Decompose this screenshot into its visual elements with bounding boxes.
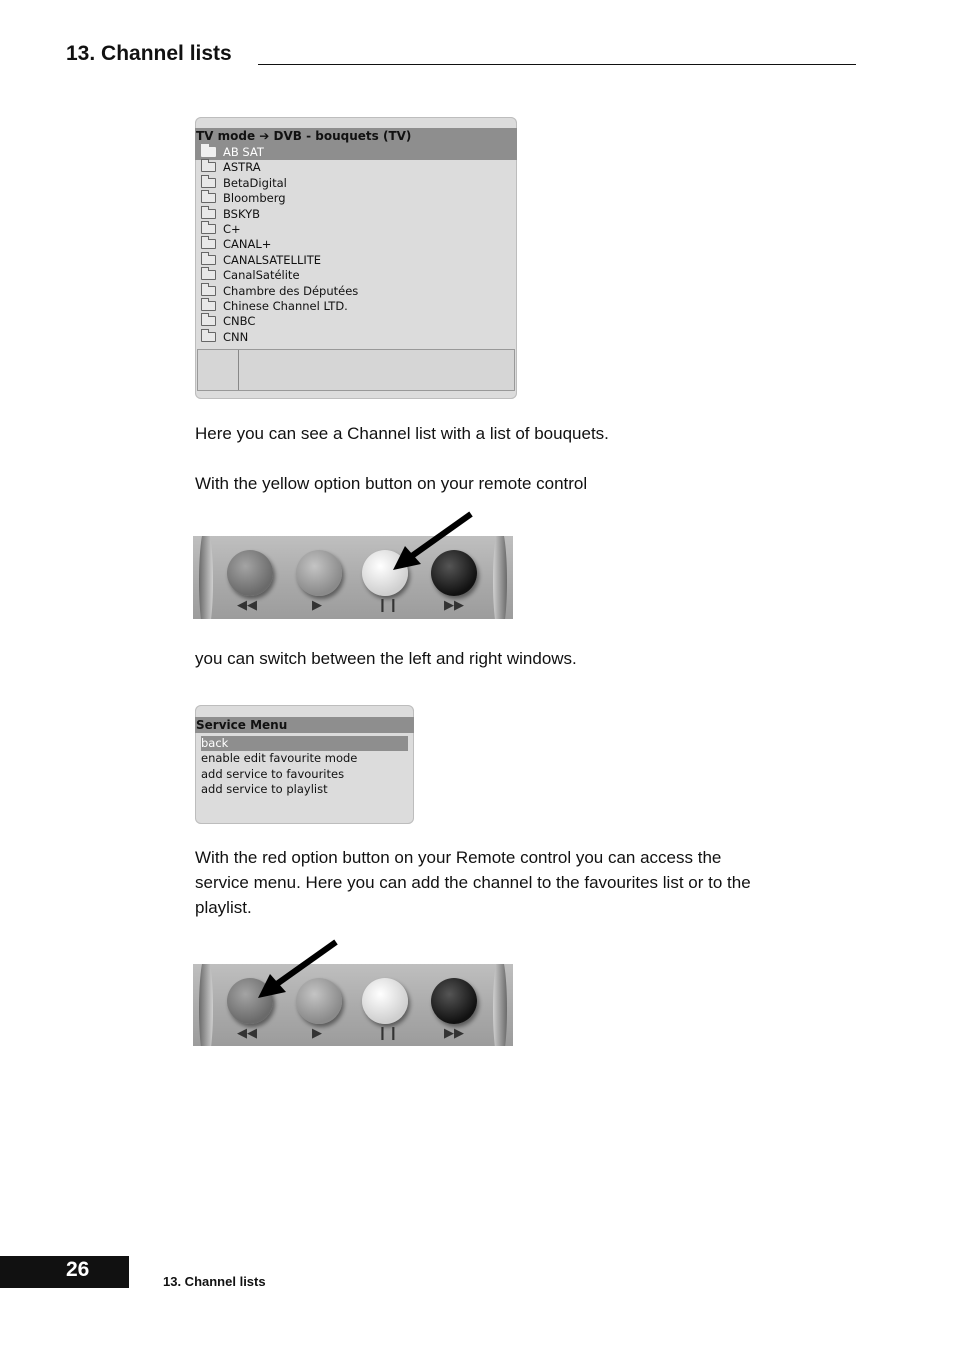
fast-forward-icon: ▶▶ <box>444 598 464 613</box>
service-menu-item[interactable]: add service to playlist <box>201 781 328 796</box>
paragraph-switch-windows: you can switch between the left and right windows. <box>195 649 577 668</box>
bouquet-item-label: CANALSATELLITE <box>223 252 322 267</box>
remote-green-button <box>296 550 342 596</box>
pause-icon: ❙❙ <box>377 598 399 613</box>
paragraph-bouquets: Here you can see a Channel list with a list of bouquets. <box>195 424 609 443</box>
paragraph-red-button-line-2: service menu. Here you can add the channel to the favourites list or to the <box>195 873 751 892</box>
bouquet-item-label: BSKYB <box>223 206 261 221</box>
fast-forward-icon: ▶▶ <box>444 1026 464 1041</box>
service-menu-screen <box>195 705 414 824</box>
bouquet-list-item[interactable] <box>201 207 517 222</box>
bouquet-list-item[interactable] <box>201 222 517 237</box>
remote-buttons-strip-red <box>193 964 513 1046</box>
service-menu-item[interactable]: enable edit favourite mode <box>201 751 358 766</box>
bouquet-list-item[interactable] <box>201 284 517 299</box>
remote-edge-left <box>199 536 213 619</box>
folder-icon <box>201 255 216 265</box>
rewind-icon: ◀◀ <box>237 1026 257 1041</box>
section-title: 13. Channel lists <box>66 42 232 65</box>
service-menu-title: Service Menu <box>195 717 414 733</box>
arrow-to-red-button-icon <box>250 936 342 1006</box>
bouquet-item-label: Chambre des Députées <box>223 283 359 298</box>
bouquet-item-label: CNN <box>223 329 249 344</box>
play-icon: ▶ <box>312 598 322 613</box>
bouquet-item-label: Bloomberg <box>223 191 286 206</box>
bouquet-list-item[interactable] <box>201 176 517 191</box>
folder-icon <box>201 224 216 234</box>
folder-icon <box>201 316 216 326</box>
bouquet-list-item[interactable] <box>201 191 517 206</box>
header-rule <box>258 64 856 65</box>
remote-red-button <box>227 550 273 596</box>
remote-blue-button <box>431 978 477 1024</box>
bouquet-item-label: AB SAT <box>223 145 264 159</box>
bouquet-item-label: CANAL+ <box>223 237 272 252</box>
bouquet-list-item[interactable] <box>201 314 517 329</box>
footer-section-label: 13. Channel lists <box>163 1274 266 1289</box>
bouquet-list-item[interactable] <box>201 330 517 345</box>
paragraph-red-button <box>195 845 751 920</box>
remote-yellow-button <box>362 978 408 1024</box>
bouquet-item-label: CNBC <box>223 314 256 329</box>
bouquet-item-label: C+ <box>223 222 241 236</box>
bouquet-list-item[interactable] <box>201 299 517 314</box>
info-box-divider <box>238 350 239 390</box>
folder-icon <box>201 332 216 342</box>
bouquet-list-item[interactable] <box>201 160 517 175</box>
remote-edge-left <box>199 964 213 1046</box>
folder-icon <box>201 147 216 157</box>
paragraph-red-button-line-1: With the red option button on your Remote control you can access the <box>195 848 722 867</box>
play-icon: ▶ <box>312 1026 322 1041</box>
service-menu-item[interactable]: add service to favourites <box>201 766 345 781</box>
folder-icon <box>201 270 216 280</box>
folder-icon <box>201 239 216 249</box>
rewind-icon: ◀◀ <box>237 598 257 613</box>
bouquet-screen-title: TV mode ➔ DVB - bouquets (TV) <box>195 128 517 145</box>
remote-edge-right <box>493 964 507 1046</box>
bouquet-list-screen <box>195 117 517 399</box>
bouquet-item-label: Chinese Channel LTD. <box>223 299 348 313</box>
service-menu-item[interactable]: back <box>201 736 408 751</box>
folder-icon <box>201 301 216 311</box>
page-number-box <box>0 1256 129 1288</box>
folder-icon <box>201 193 216 203</box>
folder-icon <box>201 209 216 219</box>
bouquet-list-item[interactable] <box>201 237 517 252</box>
folder-icon <box>201 162 216 172</box>
bouquet-info-box <box>197 349 515 391</box>
page-number: 26 <box>66 1258 90 1281</box>
bouquet-list-item[interactable] <box>195 145 517 160</box>
bouquet-item-label: CanalSatélite <box>223 268 300 283</box>
bouquet-item-label: BetaDigital <box>223 175 287 190</box>
folder-icon <box>201 178 216 188</box>
bouquet-list-item[interactable] <box>201 253 517 268</box>
paragraph-yellow-button: With the yellow option button on your remote control <box>195 474 588 493</box>
pause-icon: ❙❙ <box>377 1026 399 1041</box>
folder-icon <box>201 286 216 296</box>
paragraph-red-button-line-3: playlist. <box>195 898 252 917</box>
arrow-to-yellow-button-icon <box>385 508 477 578</box>
bouquet-item-label: ASTRA <box>223 160 261 175</box>
bouquet-list-item[interactable] <box>201 268 517 283</box>
remote-edge-right <box>493 536 507 619</box>
